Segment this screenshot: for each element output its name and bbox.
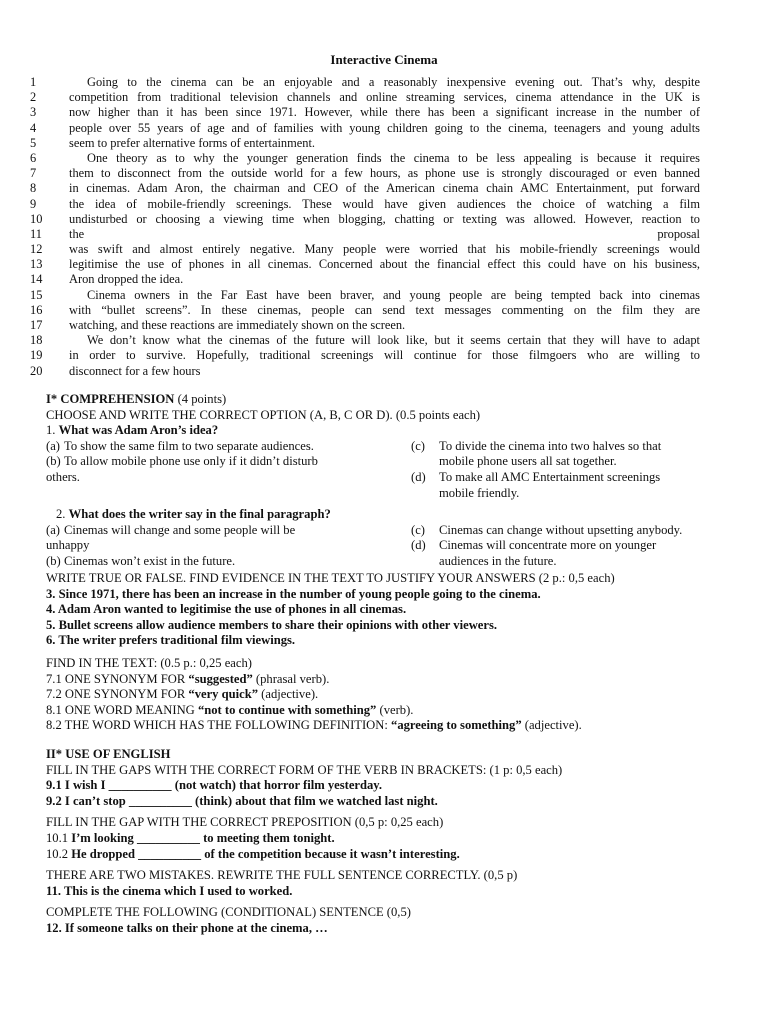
- true-false-section: [46, 571, 726, 649]
- passage-line: [30, 333, 700, 348]
- line-number: 8: [30, 181, 37, 196]
- passage-line: [30, 181, 700, 196]
- option-1d-cont: mobile friendly.: [439, 485, 520, 500]
- line-text: was swift and almost entirely negative. Many people were worried that his mobile-friendly screenings would: [69, 242, 700, 257]
- statement-6: 6. The writer prefers traditional film viewings.: [46, 633, 296, 648]
- line-text: in cinemas. Adam Aron, the chairman and CEO of the American cinema chain AMC Entertainment, put forward: [69, 181, 700, 196]
- passage-line: [30, 90, 700, 105]
- line-number: 5: [30, 135, 37, 150]
- question-2-options: [46, 523, 726, 570]
- question-1-options: [46, 439, 726, 501]
- preposition-instruction: FILL IN THE GAP WITH THE CORRECT PREPOSITION (0,5 p: 0,25 each): [46, 815, 444, 830]
- line-number: 4: [30, 120, 37, 135]
- passage-line: [30, 121, 700, 136]
- line-number: 12: [30, 242, 43, 257]
- line-number: 19: [30, 348, 43, 363]
- statement-4: 4. Adam Aron wanted to legitimise the use of phones in all cinemas.: [46, 602, 407, 617]
- passage-line: [30, 166, 700, 181]
- use-of-english-section: [46, 747, 726, 937]
- passage-line: [30, 242, 700, 257]
- line-number: 14: [30, 272, 43, 287]
- passage-line: [30, 364, 700, 379]
- line-text: undisturbed or choosing a viewing time when blogging, chatting or texting was allowed. However, reaction to: [69, 211, 700, 226]
- line-text: We don’t know what the cinemas of the future will look like, but it seems certain that they will have to adapt: [87, 333, 700, 348]
- passage-line: [30, 105, 700, 120]
- item-9-2: 9.2 I can’t stop __________ (think) about that film we watched last night.: [46, 793, 438, 808]
- passage-line: [30, 318, 700, 333]
- line-text: Cinema owners in the Far East have been braver, and young people are being tempted back into cinemas: [87, 287, 700, 302]
- passage-line: [30, 212, 700, 227]
- reading-passage: [30, 75, 700, 379]
- passage-line: [30, 303, 700, 318]
- line-number: 16: [30, 302, 43, 317]
- item-8-1: 8.1 ONE WORD MEANING “not to continue with something” (verb).: [46, 702, 414, 717]
- question-2: What does the writer say in the final paragraph?: [68, 507, 331, 522]
- line-text: disconnect for a few hours: [69, 363, 201, 378]
- line-number: 1: [30, 75, 37, 89]
- passage-line: [30, 257, 700, 272]
- option-1c: (c) To divide the cinema into two halves so that: [411, 438, 662, 453]
- line-number: 10: [30, 211, 43, 226]
- line-number: 9: [30, 196, 37, 211]
- passage-line: [30, 288, 700, 303]
- option-2a: (a) Cinemas will change and some people will be: [46, 522, 296, 537]
- line-text: seem to prefer alternative forms of entertainment.: [69, 135, 315, 150]
- statement-5: 5. Bullet screens allow audience members to share their opinions with other viewers.: [46, 617, 498, 632]
- comprehension-instruction: CHOOSE AND WRITE THE CORRECT OPTION (A, B, C OR D). (0.5 points each): [46, 407, 481, 422]
- line-text: competition from traditional television channels and online streaming services, cinema attendance in the UK is: [69, 90, 700, 105]
- page-title: Interactive Cinema: [330, 52, 438, 67]
- item-12: 12. If someone talks on their phone at the cinema, …: [46, 920, 328, 935]
- line-text: One theory as to why the younger generation finds the cinema to be less appealing is because it requires: [87, 150, 700, 165]
- option-2d-cont: audiences in the future.: [439, 553, 557, 568]
- line-number: 11: [30, 226, 42, 241]
- option-1b: (b) To allow mobile phone use only if it didn’t disturb: [46, 454, 318, 469]
- passage-line: [30, 136, 700, 151]
- item-11: 11. This is the cinema which I used to worked.: [46, 883, 293, 898]
- item-10-1: 10.1 I’m looking __________ to meeting them tonight.: [46, 830, 335, 845]
- item-7-1: 7.1 ONE SYNONYM FOR “suggested” (phrasal verb).: [46, 671, 330, 686]
- passage-line: [30, 151, 700, 166]
- option-2a-cont: unhappy: [46, 538, 90, 553]
- find-in-text-section: [46, 656, 726, 734]
- statement-3: 3. Since 1971, there has been an increase in the number of young people going to the cinema.: [46, 586, 541, 601]
- find-instruction: FIND IN THE TEXT: (0.5 p.: 0,25 each): [46, 656, 252, 670]
- comprehension-points: (4 points): [177, 392, 227, 406]
- question-number: 2.: [56, 507, 66, 522]
- option-1b-cont: others.: [46, 469, 80, 484]
- line-text: people over 55 years of age and of families with young children going to the cinema, teenagers and young adults: [69, 120, 700, 135]
- passage-line: [30, 272, 700, 287]
- line-number: 7: [30, 166, 37, 181]
- line-number: 6: [30, 150, 37, 165]
- mistakes-instruction: THERE ARE TWO MISTAKES. REWRITE THE FULL SENTENCE CORRECTLY. (0,5 p): [46, 868, 518, 883]
- item-10-2: 10.2 He dropped __________ of the competition because it wasn’t interesting.: [46, 846, 460, 861]
- line-text: Aron dropped the idea.: [69, 272, 184, 287]
- item-8-2: 8.2 THE WORD WHICH HAS THE FOLLOWING DEFINITION: “agreeing to something” (adjective).: [46, 718, 582, 733]
- question-number: 1.: [46, 423, 56, 438]
- comprehension-section: [46, 392, 726, 570]
- fill-instruction: FILL IN THE GAPS WITH THE CORRECT FORM OF THE VERB IN BRACKETS: (1 p: 0,5 each): [46, 762, 563, 777]
- line-text: Going to the cinema can be an enjoyable and a reasonably inexpensive evening out. That’s why, despite: [87, 75, 700, 89]
- conditional-instruction: COMPLETE THE FOLLOWING (CONDITIONAL) SENTENCE (0,5): [46, 905, 411, 920]
- line-text: the idea of mobile-friendly screenings. These would have given audiences the choice of watching a film: [69, 196, 700, 211]
- line-text: legitimise the use of phones in all cinemas. Concerned about the financial effect this could have on his business,: [69, 257, 700, 272]
- line-number: 20: [30, 363, 43, 378]
- line-text: watching, and these reactions are immediately shown on the screen.: [69, 318, 406, 332]
- use-of-english-heading: II* USE OF ENGLISH: [46, 747, 171, 761]
- line-number: 15: [30, 287, 43, 302]
- item-9-1: 9.1 I wish I __________ (not watch) that horror film yesterday.: [46, 778, 383, 793]
- line-number: 18: [30, 333, 43, 348]
- true-false-instruction: WRITE TRUE OR FALSE. FIND EVIDENCE IN THE TEXT TO JUSTIFY YOUR ANSWERS (2 p.: 0,5 each): [46, 571, 615, 585]
- passage-line: [30, 75, 700, 90]
- option-1a: (a) To show the same film to two separate audiences.: [46, 438, 314, 453]
- option-2d: (d) Cinemas will concentrate more on younger: [411, 538, 657, 553]
- passage-line: [30, 348, 700, 363]
- line-number: 3: [30, 105, 37, 120]
- option-1c-cont: mobile phone users all sat together.: [439, 454, 617, 469]
- line-number: 2: [30, 90, 37, 105]
- line-text: the proposal: [69, 226, 700, 241]
- question-1: What was Adam Aron’s idea?: [58, 423, 219, 438]
- line-text: now higher than it has been since 1971. However, while there has been a significant increase in the number of: [69, 105, 700, 120]
- passage-line: [30, 197, 700, 212]
- option-1d: (d) To make all AMC Entertainment screenings: [411, 469, 661, 484]
- passage-line: [30, 227, 700, 242]
- option-2b: (b) Cinemas won’t exist in the future.: [46, 553, 236, 568]
- line-text: with “bullet screens”. In these cinemas, people can send text messages commenting on the film they are: [69, 302, 700, 317]
- option-2c: (c) Cinemas can change without upsetting anybody.: [411, 522, 683, 537]
- line-number: 17: [30, 318, 43, 332]
- line-text: in order to survive. Hopefully, traditional screenings will continue for those filmgoers who are willing to: [69, 348, 700, 363]
- item-7-2: 7.2 ONE SYNONYM FOR “very quick” (adjective).: [46, 687, 319, 702]
- line-text: them to disconnect from the outside world for a few hours, as phone use is strongly discouraged or even banned: [69, 166, 700, 181]
- line-number: 13: [30, 257, 43, 272]
- comprehension-heading: I* COMPREHENSION: [46, 392, 175, 406]
